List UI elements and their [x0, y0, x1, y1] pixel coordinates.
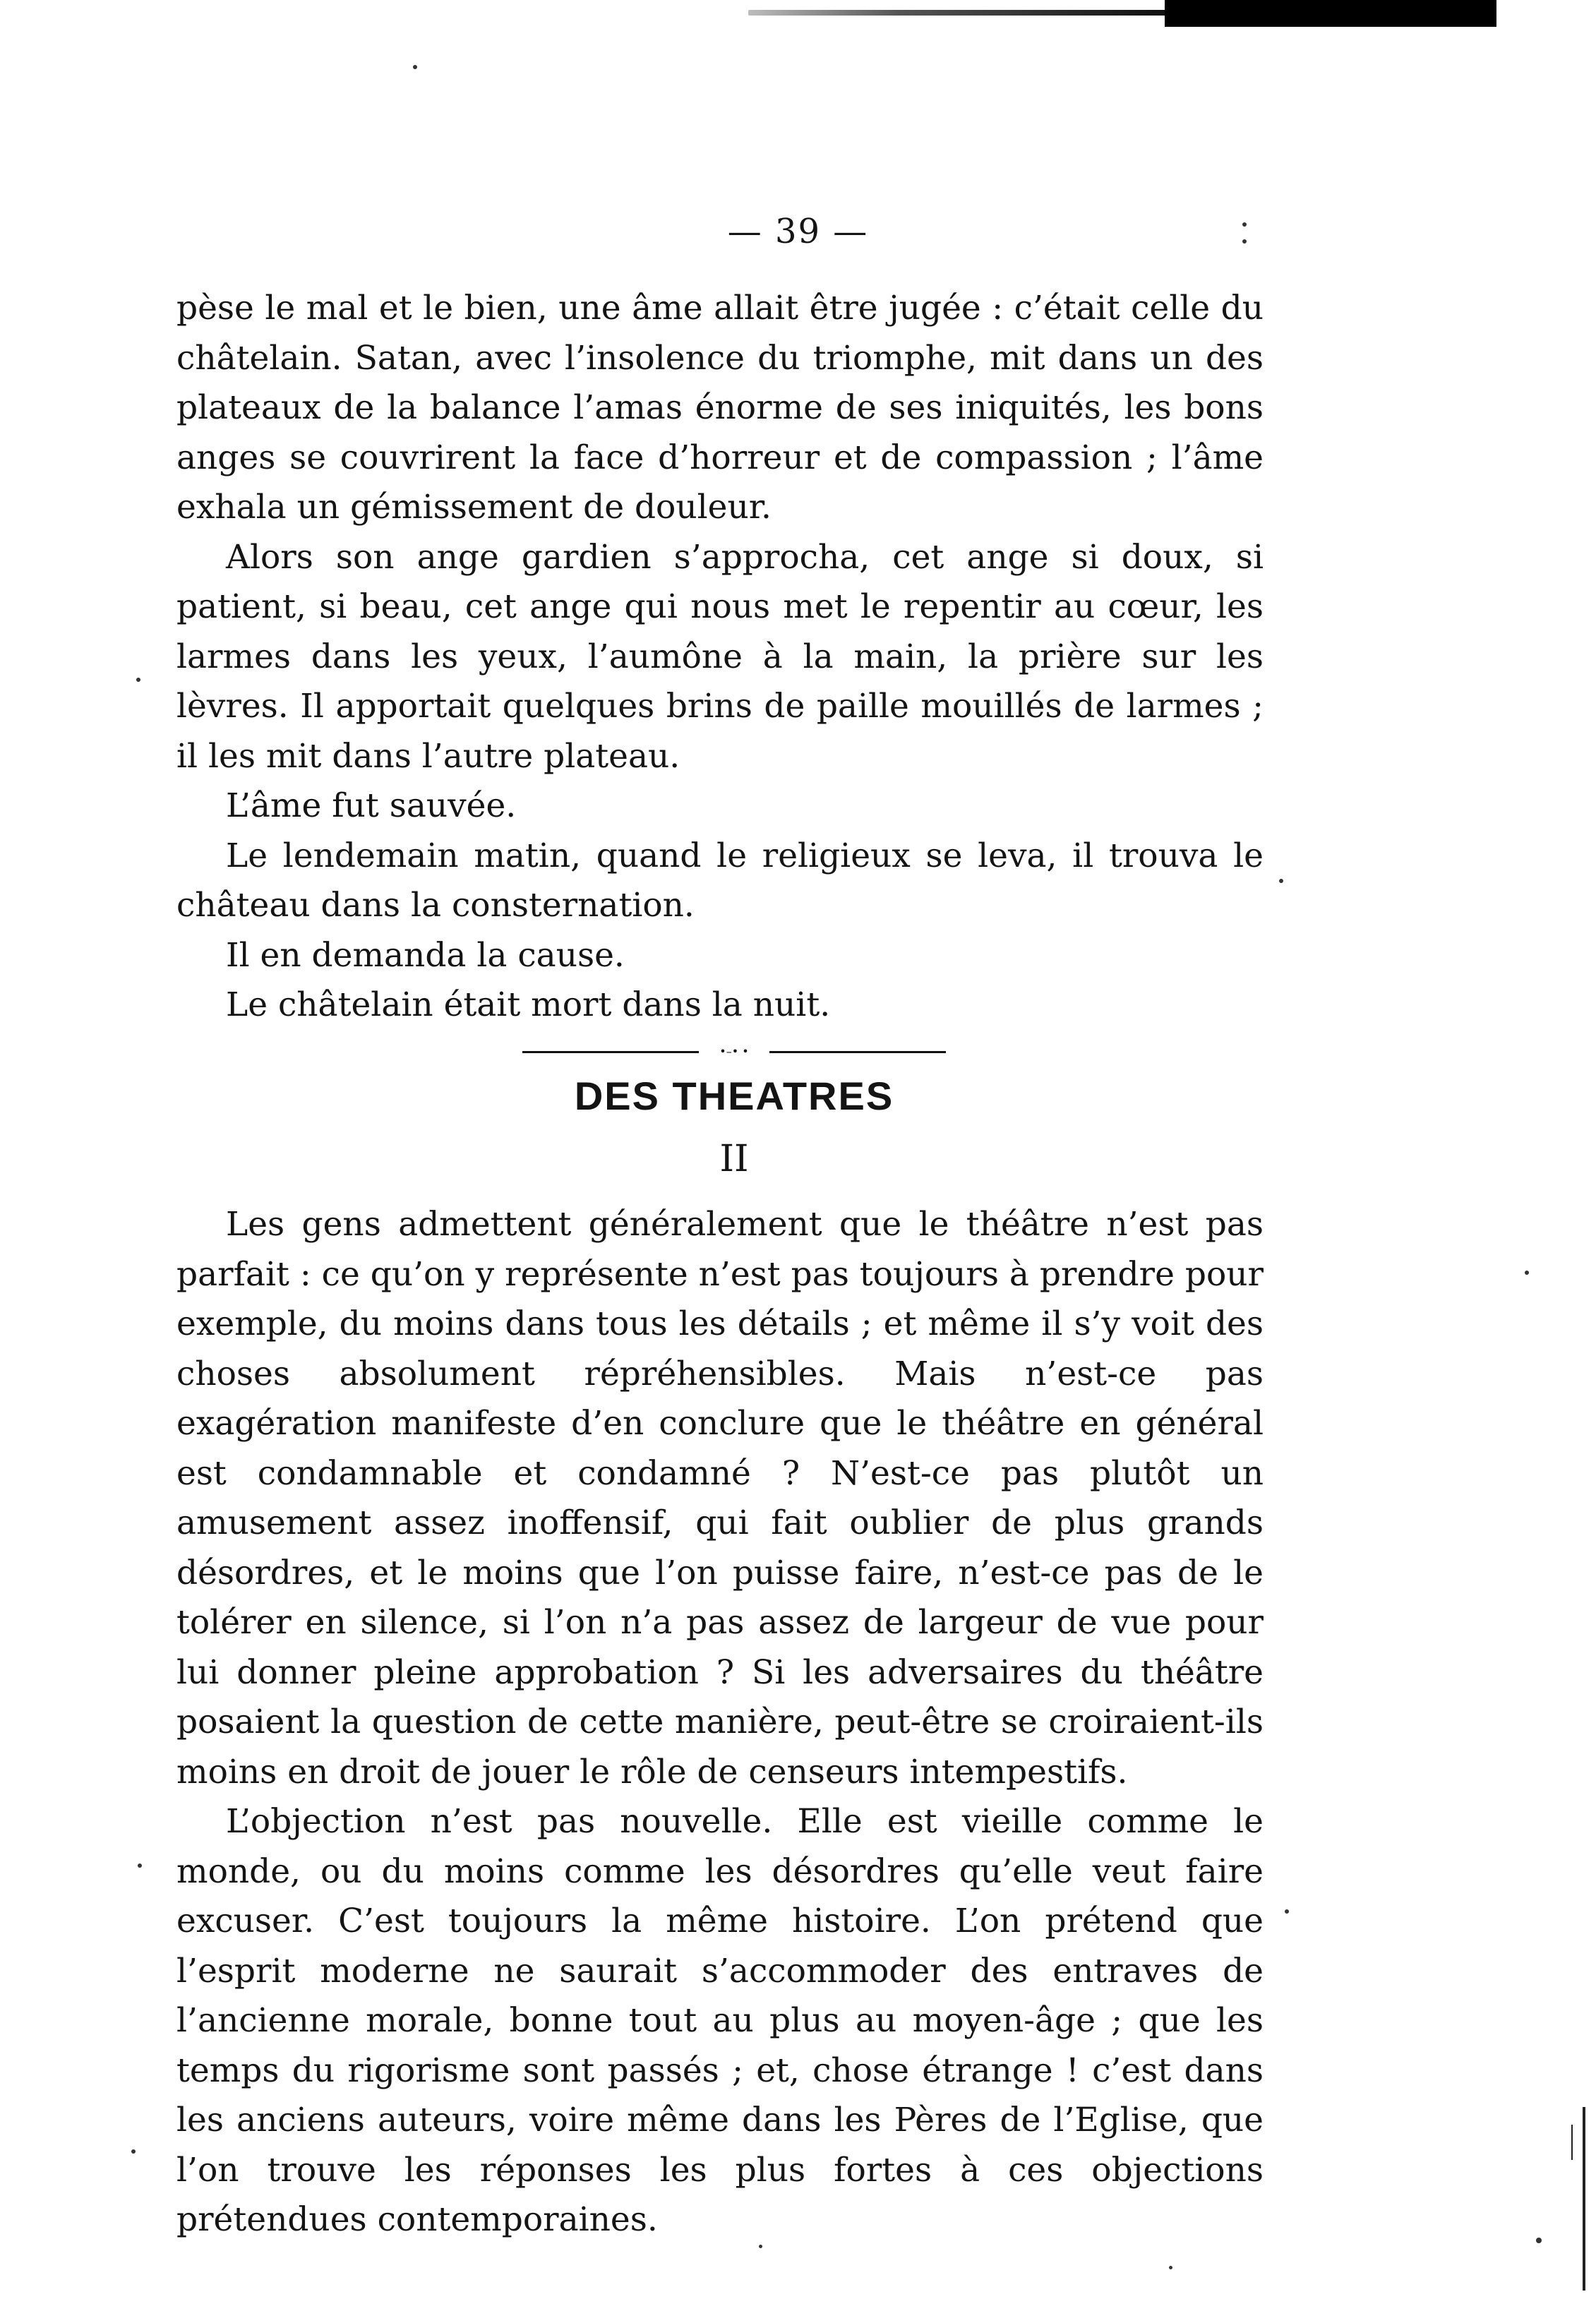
margin-scan-bar — [1571, 2125, 1573, 2160]
paragraph: Il en demanda la cause. — [226, 935, 625, 975]
paragraph: Le châtelain était mort dans la nuit. — [226, 985, 831, 1024]
scan-speck — [1525, 1271, 1529, 1275]
text-block-continuation — [176, 284, 1264, 1031]
scan-speck — [759, 2245, 762, 2248]
section-number: II — [719, 1138, 749, 1180]
divider-line-right — [769, 1051, 946, 1053]
scan-speck — [136, 678, 140, 682]
page-number: — 39 — — [727, 212, 869, 251]
paragraph: L’objection n’est pas nouvelle. Elle est vieille comme le monde, ou du moins comme les désordres qu’elle veut faire excuser. C’est toujours la même histoire. L’on prétend que l’esprit moderne ne saurait s’accommoder des entraves de l’ancienne morale, bonne tout au plus au moyen-âge ; que les temps du rigorisme sont passés ; et, chose étrange ! c’est dans les anciens auteurs, voire même dans les Pères de l’Eglise, que l’on trouve les réponses les plus fortes à ces objections prétendues contemporaines. — [176, 1802, 1264, 2239]
top-edge-scan-bar — [1165, 0, 1496, 27]
scan-speck — [1169, 2266, 1172, 2269]
paragraph: pèse le mal et le bien, une âme allait être jugée : c’était celle du châtelain. Satan, avec l’insolence du triomphe, mit dans un des plateaux de la balance l’amas énorme de ses iniquités, les bons anges se couvrirent la face d’horreur et de compassion ; l’âme exhala un gémissement de douleur. — [176, 289, 1264, 527]
paragraph: Le lendemain matin, quand le religieux se leva, il trouva le château dans la consternation. — [176, 836, 1264, 925]
scan-speck — [138, 1863, 142, 1868]
paragraph: L’âme fut sauvée. — [226, 786, 517, 825]
scan-speck — [413, 65, 417, 69]
section-title: DES THEATRES — [574, 1074, 894, 1118]
scan-speck — [1536, 2238, 1542, 2243]
text-block-section — [176, 1200, 1264, 2245]
divider-line-left — [522, 1051, 699, 1053]
paragraph: Les gens admettent généralement que le théâtre n’est pas parfait : ce qu’on y représente n’est pas toujours à prendre pour exemple, du moins dans tous les détails ; et même il s’y voit des choses absolument répréhensibles. Mais n’est-ce pas exagération manifeste d’en conclure que le théâtre en général est condamnable et condamné ? N’est-ce pas plutôt un amusement assez inoffensif, qui fait oublier de plus grands désordres, et le moins que l’on puisse faire, n’est-ce pas de le tolérer en silence, si l’on n’a pas assez de largeur de vue pour lui donner pleine approbation ? Si les adversaires du théâtre posaient la question de cette manière, peut-être se croiraient-ils moins en droit de jouer le rôle de censeurs intempestifs. — [176, 1205, 1264, 1791]
paragraph: Alors son ange gardien s’approcha, cet ange si doux, si patient, si beau, cet ange qui nous met le repentir au cœur, les larmes dans les yeux, l’aumône à la main, la prière sur les lèvres. Il apportait quelques brins de paille mouillés de larmes ; il les mit dans l’autre plateau. — [176, 537, 1264, 776]
scan-speck — [1242, 222, 1247, 227]
scan-speck — [131, 2149, 136, 2154]
divider-dots: •–• • — [719, 1045, 749, 1058]
scan-speck — [1279, 879, 1283, 883]
margin-scan-bar — [1583, 2107, 1585, 2291]
section-divider-ornament — [522, 1045, 946, 1058]
scan-speck — [1242, 239, 1247, 244]
scan-speck — [1285, 1909, 1289, 1914]
